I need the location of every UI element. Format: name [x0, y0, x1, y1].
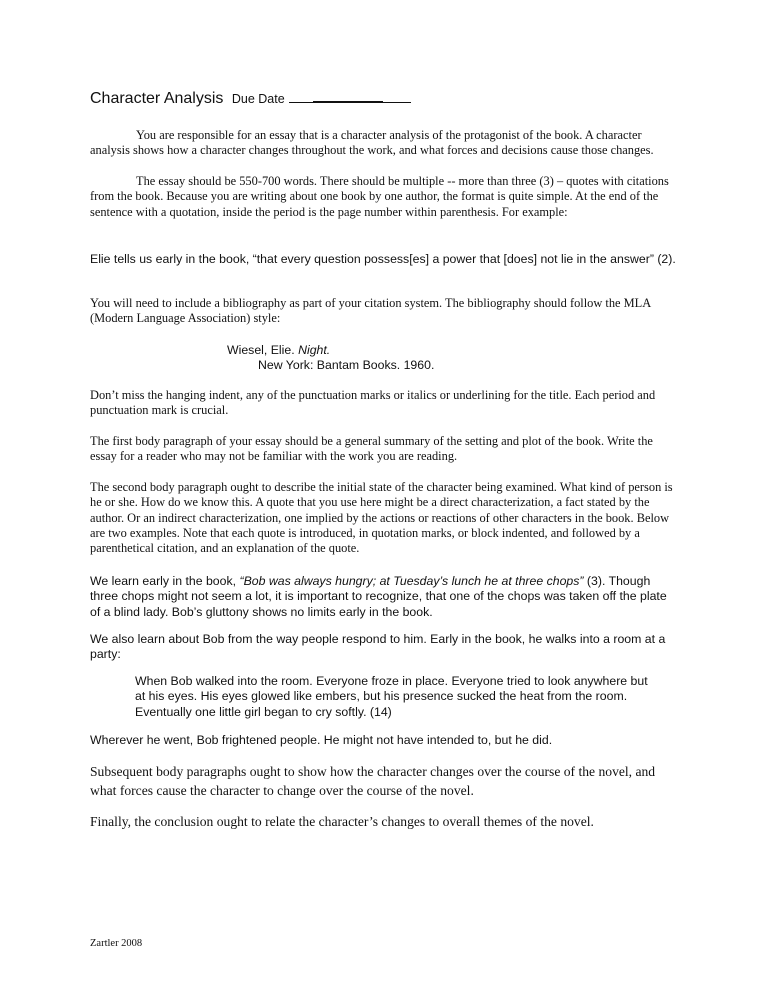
- bibliography-paragraph: You will need to include a bibliography as part of your citation system. The bibliography should follow the MLA (Modern Language Association) style:: [90, 296, 651, 326]
- due-date-label: Due Date: [231, 92, 285, 106]
- bibliography-entry: [227, 343, 330, 358]
- hanging-indent-paragraph: Don’t miss the hanging indent, any of the punctuation marks or italics or underlining for the title. Each period and punctuation mark is crucial.: [90, 388, 656, 418]
- biblio-title: Night.: [298, 343, 331, 357]
- word-count-paragraph: The essay should be 550-700 words. There should be multiple -- more than three (3) – quotes with citations from the book. Because you are writing about one book by one author, the format is quite simple. At the end of the sentence with a quotation, inside the period is the page number within parenthesis. For example:: [90, 174, 669, 219]
- title-text: Character Analysis: [90, 90, 224, 107]
- intro-paragraph: You are responsible for an essay that is a character analysis of the protagonist of the book. A character analysis shows how a character changes throughout the work, and what forces and decisions cause those changes.: [90, 128, 654, 158]
- first-body-paragraph: The first body paragraph of your essay should be a general summary of the setting and plot of the book. Write the essay for a reader who may not be familiar with the work you are reading.: [90, 434, 653, 464]
- example-one-quote: “Bob was always hungry; at Tuesday’s lunch he at three chops”: [239, 574, 584, 588]
- example-one-rest: (3). Though three chops might not seem a lot, it is important to recognize, that one of the chops was taken off the plate of a blind lady. Bob’s gluttony shows no limits early in the book.: [90, 574, 667, 619]
- subsequent-paragraph: Subsequent body paragraphs ought to show how the character changes over the course of the novel, and what forces cause the character to change over the course of the novel.: [90, 764, 656, 798]
- block-quote: When Bob walked into the room. Everyone froze in place. Everyone tried to look anywhere but at his eyes. His eyes glowed like embers, but his presence sucked the heat from the room. Eventually one little girl began to cry softly. (14): [135, 674, 648, 719]
- page-title: [90, 90, 411, 108]
- citation-example: Elie tells us early in the book, “that every question possess[es] a power that [does] not lie in the answer” (2).: [90, 252, 676, 266]
- conclusion-paragraph: Finally, the conclusion ought to relate the character’s changes to overall themes of the novel.: [90, 814, 594, 829]
- second-body-paragraph: The second body paragraph ought to describe the initial state of the character being examined. What kind of person is he or she. How do we know this. A quote that you use here might be a direct characterization, a fact stated by the author. Or an indirect characterization, one implied by the actions or reactions of other characters in the book. Below are two examples. Note that each quote is introduced, in quotation marks, or block indented, and followed by a parenthetical citation, and an explanation of the quote.: [90, 480, 673, 556]
- biblio-author: Wiesel, Elie.: [227, 343, 299, 357]
- example-two-after: Wherever he went, Bob frightened people. He might not have intended to, but he did.: [90, 733, 553, 747]
- footer-text: Zartler 2008: [90, 938, 143, 949]
- example-one-lead: We learn early in the book,: [90, 574, 240, 588]
- example-one: [90, 574, 678, 620]
- biblio-publisher: New York: Bantam Books. 1960.: [258, 358, 435, 372]
- example-two: We also learn about Bob from the way people respond to him. Early in the book, he walks into a room at a party:: [90, 632, 666, 662]
- due-date-blank: [289, 93, 411, 103]
